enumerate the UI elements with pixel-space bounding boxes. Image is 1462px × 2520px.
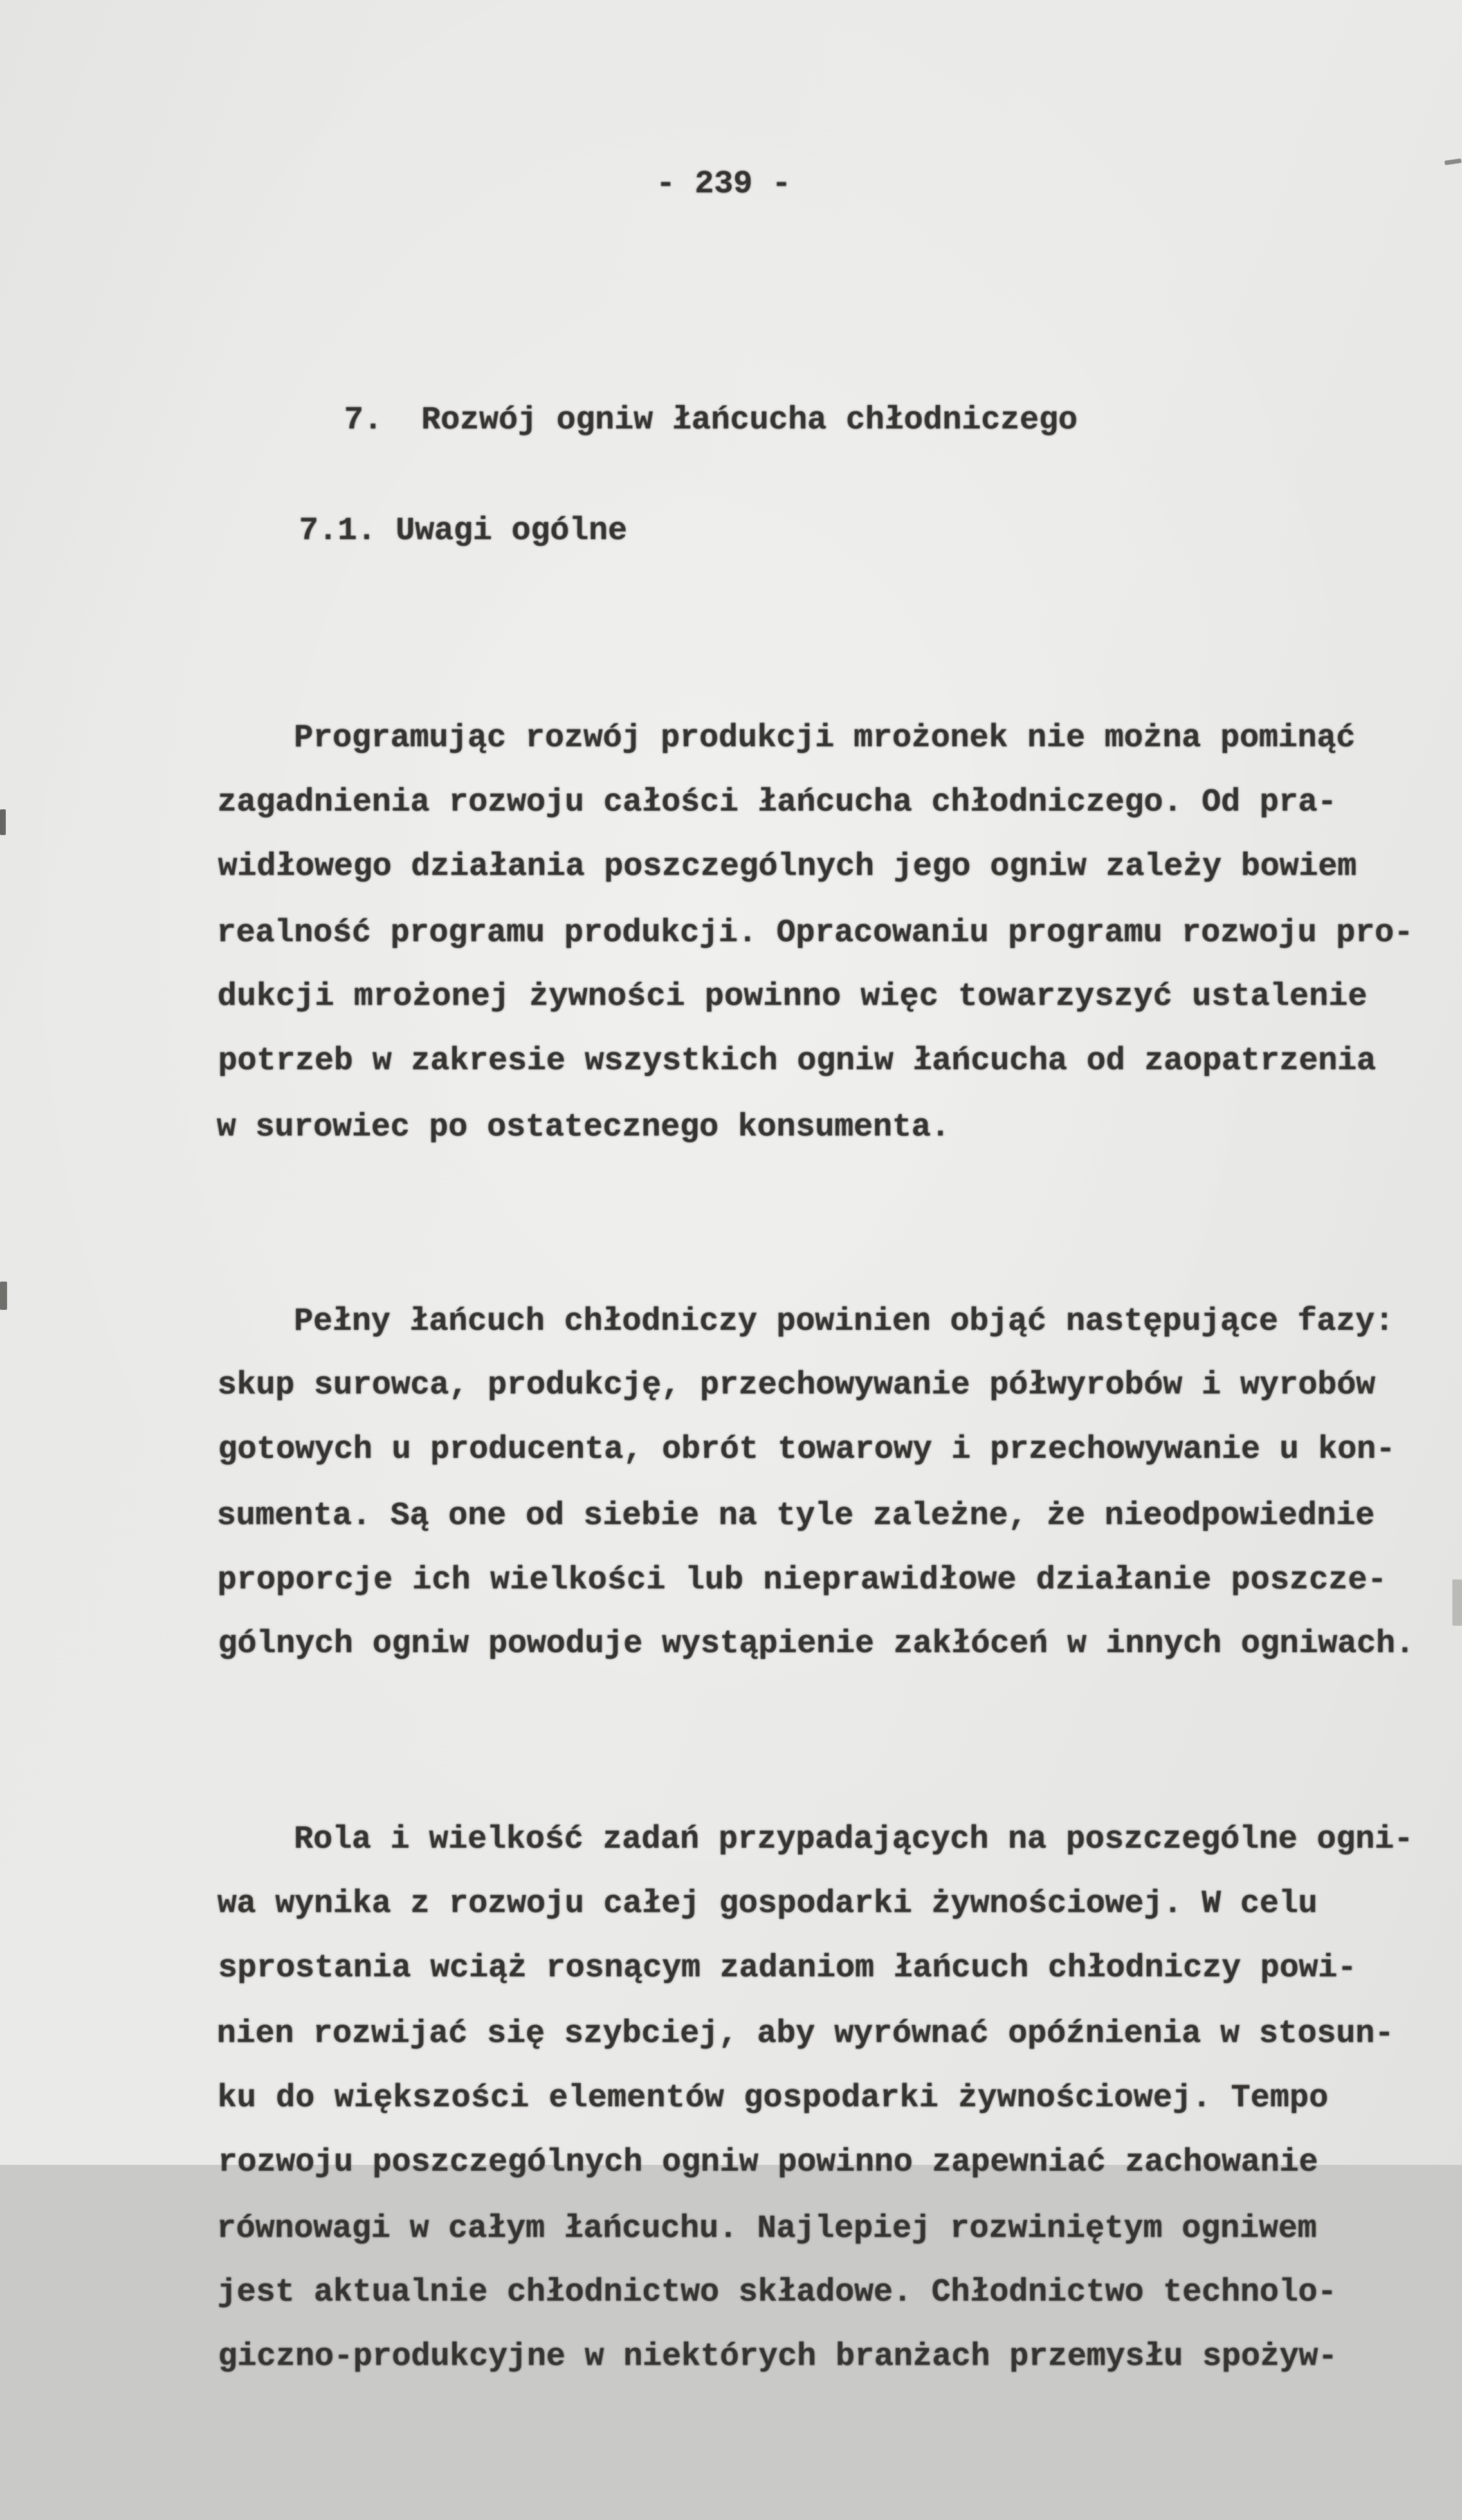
scan-mark: [0, 809, 6, 835]
text-line: gólnych ogniw powoduje wystąpienie zakłóceń w innych ogniwach.: [218, 1626, 1415, 1663]
section-number: 7.: [344, 402, 383, 439]
section-title: Rozwój ogniw łańcucha chłodniczego: [421, 402, 1078, 439]
text-line: jest aktualnie chłodnictwo składowe. Chłodnictwo technolo-: [217, 2274, 1337, 2312]
page-number: - 239 -: [656, 166, 792, 203]
paragraph: [217, 1289, 1415, 1678]
text-line: realność programu produkcji. Opracowaniu programu rozwoju pro-: [217, 914, 1414, 952]
text-line: rozwoju poszczególnych ogniw powinno zapewniać zachowanie: [218, 2144, 1319, 2181]
scan-mark: [1445, 158, 1462, 165]
scan-mark: [0, 1282, 7, 1310]
subsection-heading: [222, 483, 627, 580]
text-line: Programując rozwój produkcji mrożonek nie można pominąć: [294, 720, 1356, 757]
text-line: gotowych u producenta, obrót towarowy i przechowywanie u kon-: [218, 1431, 1396, 1469]
scan-mark: [1452, 1579, 1462, 1626]
text-line: ku do większości elementów gospodarki żywnościowej. Tempo: [217, 2080, 1329, 2117]
text-line: proporcje ich wielkości lub nieprawidłowe działanie poszcze-: [217, 1561, 1387, 1599]
text-line: dukcji mrożonej żywności powinno więc towarzyszyć ustalenie: [217, 979, 1367, 1016]
text-line: Rola i wielkość zadań przypadających na poszczególne ogni-: [294, 1821, 1414, 1859]
subsection-title: Uwagi ogólne: [396, 513, 628, 549]
text-line: sumenta. Są one od siebie na tyle zależne, że nieodpowiednie: [217, 1497, 1375, 1534]
text-line: zagadnienia rozwoju całości łańcucha chłodniczego. Od pra-: [217, 784, 1337, 822]
text-line: równowagi w całym łańcuchu. Najlepiej rozwiniętym ogniwem: [217, 2210, 1317, 2247]
text-line: sprostania wciąż rosnącym zadaniom łańcuch chłodniczy powi-: [218, 1949, 1357, 1987]
text-line: nien rozwijać się szybciej, aby wyrównać opóźnienia w stosun-: [217, 2016, 1394, 2053]
body-text: [217, 576, 1415, 2520]
text-line: w surowiec po ostatecznego konsumenta.: [217, 1108, 951, 1146]
section-heading: [267, 372, 1077, 469]
text-line: wa wynika z rozwoju całej gospodarki żywnościowej. W celu: [217, 1886, 1318, 1923]
paragraph: [217, 1807, 1414, 2390]
subsection-number: 7.1.: [299, 513, 377, 549]
paragraph: [217, 706, 1414, 1159]
text-line: Pełny łańcuch chłodniczy powinien objąć następujące fazy:: [294, 1303, 1394, 1340]
text-line: giczno-produkcyjne w niektórych branżach przemysłu spożyw-: [218, 2338, 1338, 2375]
text-line: skup surowca, produkcję, przechowywanie półwyrobów i wyrobów: [217, 1367, 1376, 1404]
text-line: potrzeb w zakresie wszystkich ogniw łańcucha od zaopatrzenia: [218, 1042, 1376, 1080]
text-line: widłowego działania poszczególnych jego ogniw zależy bowiem: [218, 848, 1357, 885]
